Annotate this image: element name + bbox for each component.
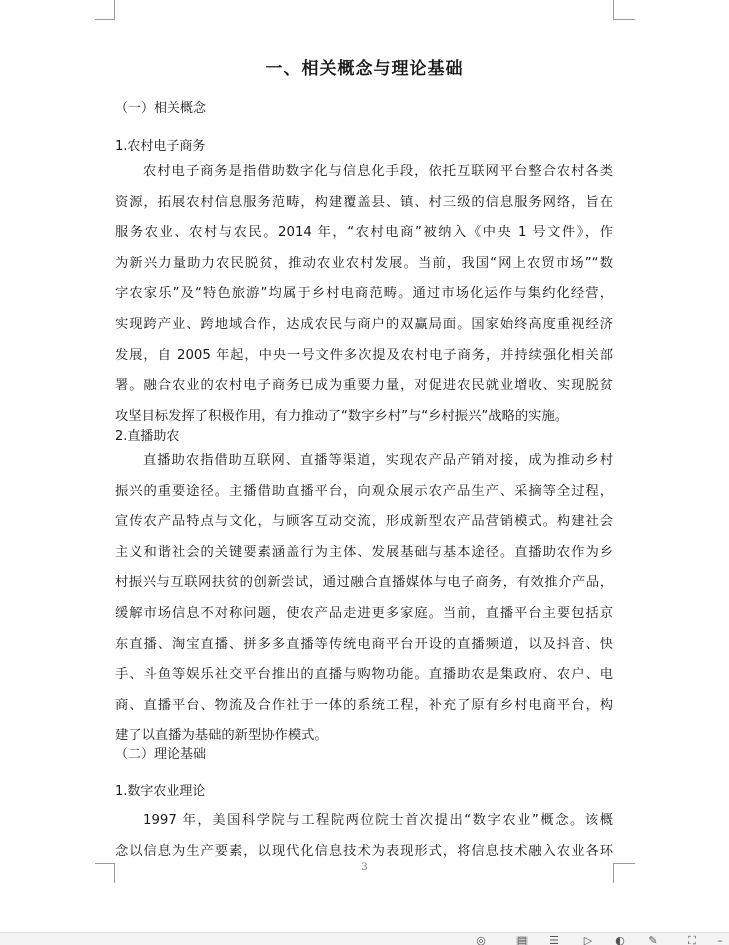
text-line: 手、斗鱼等娱乐社交平台推出的直播与购物功能。直播助农是集政府、农户、电	[115, 667, 613, 683]
text-line: 东直播、淘宝直播、拼多多直播等传统电商平台开设的直播频道，以及抖音、快	[115, 636, 613, 652]
text-line: 服务农业、农村与农民。2014 年，“农村电商”被纳入《中央 1 号文件》，作	[115, 225, 613, 241]
text-line: 主义和谐社会的关键要素涵盖行为主体、发展基础与基本途径。直播助农作为乡	[115, 544, 613, 560]
page-number: 3	[361, 862, 368, 873]
text-line: 宣传农产品特点与文化，与顾客互动交流，形成新型农产品营销模式。构建社会	[115, 514, 613, 530]
fullscreen-icon[interactable]: ⛶	[688, 934, 696, 945]
section-heading: （一）相关概念	[115, 101, 207, 116]
page-view-icon[interactable]: ▤	[516, 934, 528, 945]
text-line: 发展，自 2005 年起，中央一号文件多次提及农村电子商务，并持续强化相关部	[115, 347, 613, 363]
text-line: 商、直播平台、物流及合作社于一体的系统工程，补充了原有乡村电商平台，构	[115, 697, 613, 713]
text-line: 字农家乐”及“特色旅游”均属于乡村电商范畴。通过市场化运作与集约化经营，	[115, 286, 613, 302]
text-line: 1997 年，美国科学院与工程院两位院士首次提出“数字农业”概念。该概	[143, 813, 613, 828]
read-mode-icon[interactable]: ▷	[583, 934, 593, 945]
zoom-icon[interactable]: –	[717, 934, 723, 945]
text-line: 署。融合农业的农村电子商务已成为重要力量，对促进农民就业增收、实现脱贫	[115, 378, 613, 394]
text-line: 振兴的重要途径。主播借助直播平台，向观众展示农产品生产、采摘等全过程，	[115, 483, 613, 499]
subsection-heading: 1.农村电子商务	[115, 139, 206, 154]
text-line: 为新兴力量助力农民脱贫，推动农业农村发展。当前，我国“网上农贸市场”“数	[115, 255, 613, 271]
text-line: 攻坚目标发挥了积极作用，有力推动了“数字乡村”与“乡村振兴”战略的实施。	[115, 408, 569, 424]
crop-mark	[613, 19, 635, 20]
text-line: 建了以直播为基础的新型协作模式。	[115, 728, 328, 744]
text-line: 资源，拓展农村信息服务范畴，构建覆盖县、镇、村三级的信息服务网络，旨在	[115, 194, 613, 210]
subsection-heading: 2.直播助农	[115, 429, 180, 444]
subsection-heading: 1.数字农业理论	[115, 784, 206, 799]
outline-view-icon[interactable]: ☰	[549, 934, 559, 945]
pen-icon[interactable]: ✎	[648, 934, 658, 945]
eye-protection-icon[interactable]: ◎	[476, 934, 486, 945]
paragraph-rural-ecommerce	[115, 157, 613, 432]
text-line: 念以信息为生产要素，以现代化信息技术为表现形式，将信息技术融入农业各环	[115, 843, 613, 859]
web-view-icon[interactable]: ◐	[615, 934, 625, 945]
document-title: 一、相关概念与理论基础	[265, 59, 464, 79]
section-heading: （二）理论基础	[115, 747, 207, 762]
text-line: 直播助农指借助互联网、直播等渠道，实现农产品产销对接，成为推动乡村	[143, 453, 613, 468]
paragraph-livestream-agriculture	[115, 446, 613, 752]
paragraph-digital-agriculture	[115, 806, 613, 867]
text-line: 实现跨产业、跨地域合作，达成农民与商户的双赢局面。国家始终高度重视经济	[115, 316, 613, 332]
text-line: 缓解市场信息不对称问题，使农产品走进更多家庭。当前，直播平台主要包括京	[115, 605, 613, 621]
status-bar	[0, 932, 729, 945]
text-line: 村振兴与互联网扶贫的创新尝试，通过融合直播媒体与电子商务，有效推介产品，	[115, 575, 613, 591]
crop-mark	[613, 0, 614, 20]
crop-mark	[95, 19, 115, 20]
text-line: 农村电子商务是指借助数字化与信息化手段，依托互联网平台整合农村各类	[143, 164, 613, 179]
crop-mark	[114, 0, 115, 20]
